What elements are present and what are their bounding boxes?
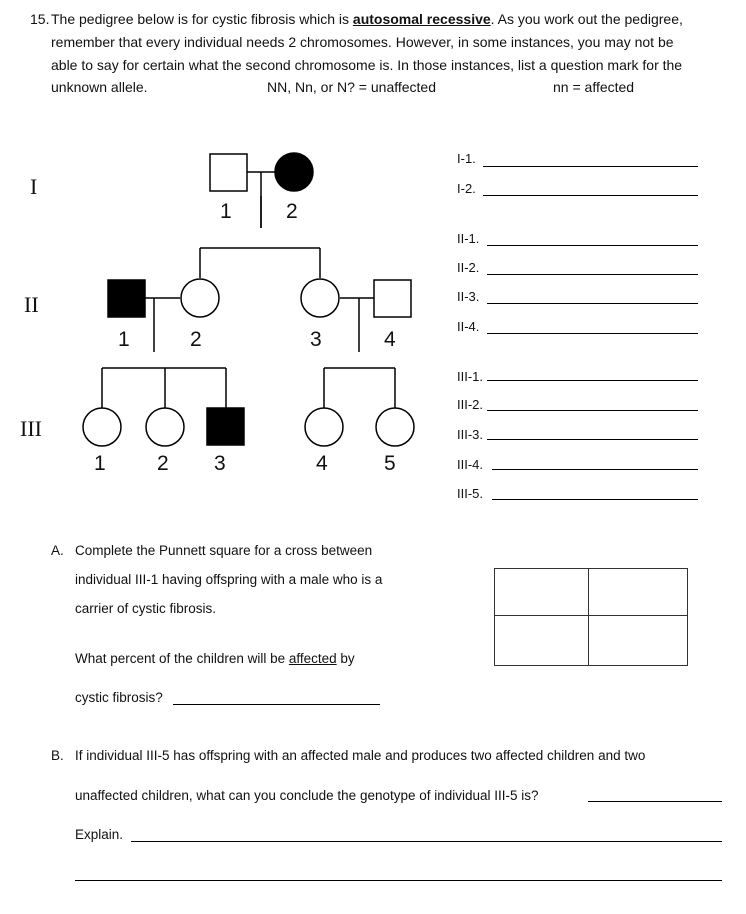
number-iii5: 5 <box>384 452 396 475</box>
punnett-cell-3[interactable] <box>494 615 589 666</box>
answer-blank-iii4[interactable] <box>492 469 698 470</box>
answer-label-ii1: II-1. <box>457 231 480 246</box>
punnett-cell-4[interactable] <box>588 615 688 666</box>
number-iii1: 1 <box>94 452 106 475</box>
pedigree-svg <box>8 130 448 490</box>
number-i2: 2 <box>286 200 298 223</box>
answer-label-iii3: III-3. <box>457 427 484 442</box>
question-line-1-post: . As you work out the pedigree, <box>490 11 683 27</box>
part-a-question-line-2: cystic fibrosis? <box>75 690 163 705</box>
answer-label-ii3: II-3. <box>457 289 480 304</box>
individual-i1-unaffected-male <box>210 154 247 191</box>
answer-blank-i2[interactable] <box>483 195 698 196</box>
punnett-cell-2[interactable] <box>588 568 688 616</box>
question-line-4-unknown: unknown allele. <box>51 79 148 95</box>
individual-iii1-unaffected-female <box>83 408 121 446</box>
part-b-line-2: unaffected children, what can you conclude the genotype of individual III-5 is? <box>75 788 539 803</box>
answer-blank-ii4[interactable] <box>487 333 698 334</box>
number-ii3: 3 <box>310 328 322 351</box>
answer-blank-i1[interactable] <box>483 166 698 167</box>
part-a-question-post: by <box>336 651 355 666</box>
part-a-question-keyword: affected <box>288 651 337 666</box>
part-b-explain-blank-1[interactable] <box>131 841 722 842</box>
question-line-4-affected-key: nn = affected <box>553 79 635 95</box>
answer-blank-ii3[interactable] <box>487 303 698 304</box>
answer-blank-iii3[interactable] <box>487 439 698 440</box>
answer-label-i1: I-1. <box>457 151 476 166</box>
part-a-answer-blank[interactable] <box>173 704 380 705</box>
part-a-line-2: individual III-1 having offspring with a male who is a <box>75 572 383 587</box>
answer-blank-iii5[interactable] <box>492 499 698 500</box>
question-keyword: autosomal recessive <box>352 11 491 27</box>
part-a-question-pre: What percent of the children will be <box>75 651 289 666</box>
question-line-1-pre: The pedigree below is for cystic fibrosis which is <box>51 11 353 27</box>
answer-blank-ii2[interactable] <box>487 274 698 275</box>
individual-iii3-affected-male <box>207 408 244 445</box>
question-line-1 <box>51 8 741 31</box>
answer-blank-iii2[interactable] <box>487 410 698 411</box>
number-ii4: 4 <box>384 328 396 351</box>
individual-ii1-affected-male <box>108 280 145 317</box>
generation-label-ii: II <box>24 292 39 317</box>
part-b-explain-label: Explain. <box>75 827 124 842</box>
individual-i2-affected-female <box>275 153 313 191</box>
answer-blank-ii1[interactable] <box>487 245 698 246</box>
answer-label-ii2: II-2. <box>457 260 480 275</box>
part-a-letter: A. <box>51 543 64 558</box>
individual-iii5-unaffected-female <box>376 408 414 446</box>
number-iii2: 2 <box>157 452 169 475</box>
answer-label-i2: I-2. <box>457 181 476 196</box>
part-b-letter: B. <box>51 748 64 763</box>
part-a-line-1: Complete the Punnett square for a cross between <box>75 543 373 558</box>
answer-label-iii1: III-1. <box>457 369 484 384</box>
number-iii4: 4 <box>316 452 328 475</box>
individual-iii4-unaffected-female <box>305 408 343 446</box>
generation-label-iii: III <box>20 416 42 441</box>
punnett-cell-1[interactable] <box>494 568 589 616</box>
answer-label-ii4: II-4. <box>457 319 480 334</box>
question-line-2: remember that every individual needs 2 chromosomes. However, in some instances, you may not be <box>51 34 674 50</box>
part-a-question <box>75 651 355 666</box>
question-line-4-unaffected-key: NN, Nn, or N? = unaffected <box>267 79 436 95</box>
answer-label-iii2: III-2. <box>457 397 484 412</box>
answer-label-iii4: III-4. <box>457 457 484 472</box>
number-ii1: 1 <box>118 328 130 351</box>
question-number: 15. <box>30 11 50 27</box>
question-line-3: able to say for certain what the second chromosome is. In those instances, list a question mark for the <box>51 57 683 73</box>
part-b-genotype-blank[interactable] <box>588 801 722 802</box>
number-i1: 1 <box>220 200 232 223</box>
answer-label-iii5: III-5. <box>457 486 484 501</box>
number-ii2: 2 <box>190 328 202 351</box>
individual-ii2-unaffected-female <box>181 279 219 317</box>
number-iii3: 3 <box>214 452 226 475</box>
answer-blank-iii1[interactable] <box>487 380 698 381</box>
part-a-line-3: carrier of cystic fibrosis. <box>75 601 217 616</box>
pedigree-chart <box>8 130 448 490</box>
individual-ii4-unaffected-male <box>374 280 411 317</box>
individual-ii3-unaffected-female <box>301 279 339 317</box>
part-b-line-1: If individual III-5 has offspring with an affected male and produces two affected children and two <box>75 748 646 763</box>
individual-iii2-unaffected-female <box>146 408 184 446</box>
part-b-explain-blank-2[interactable] <box>75 880 722 881</box>
generation-label-i: I <box>30 174 38 199</box>
